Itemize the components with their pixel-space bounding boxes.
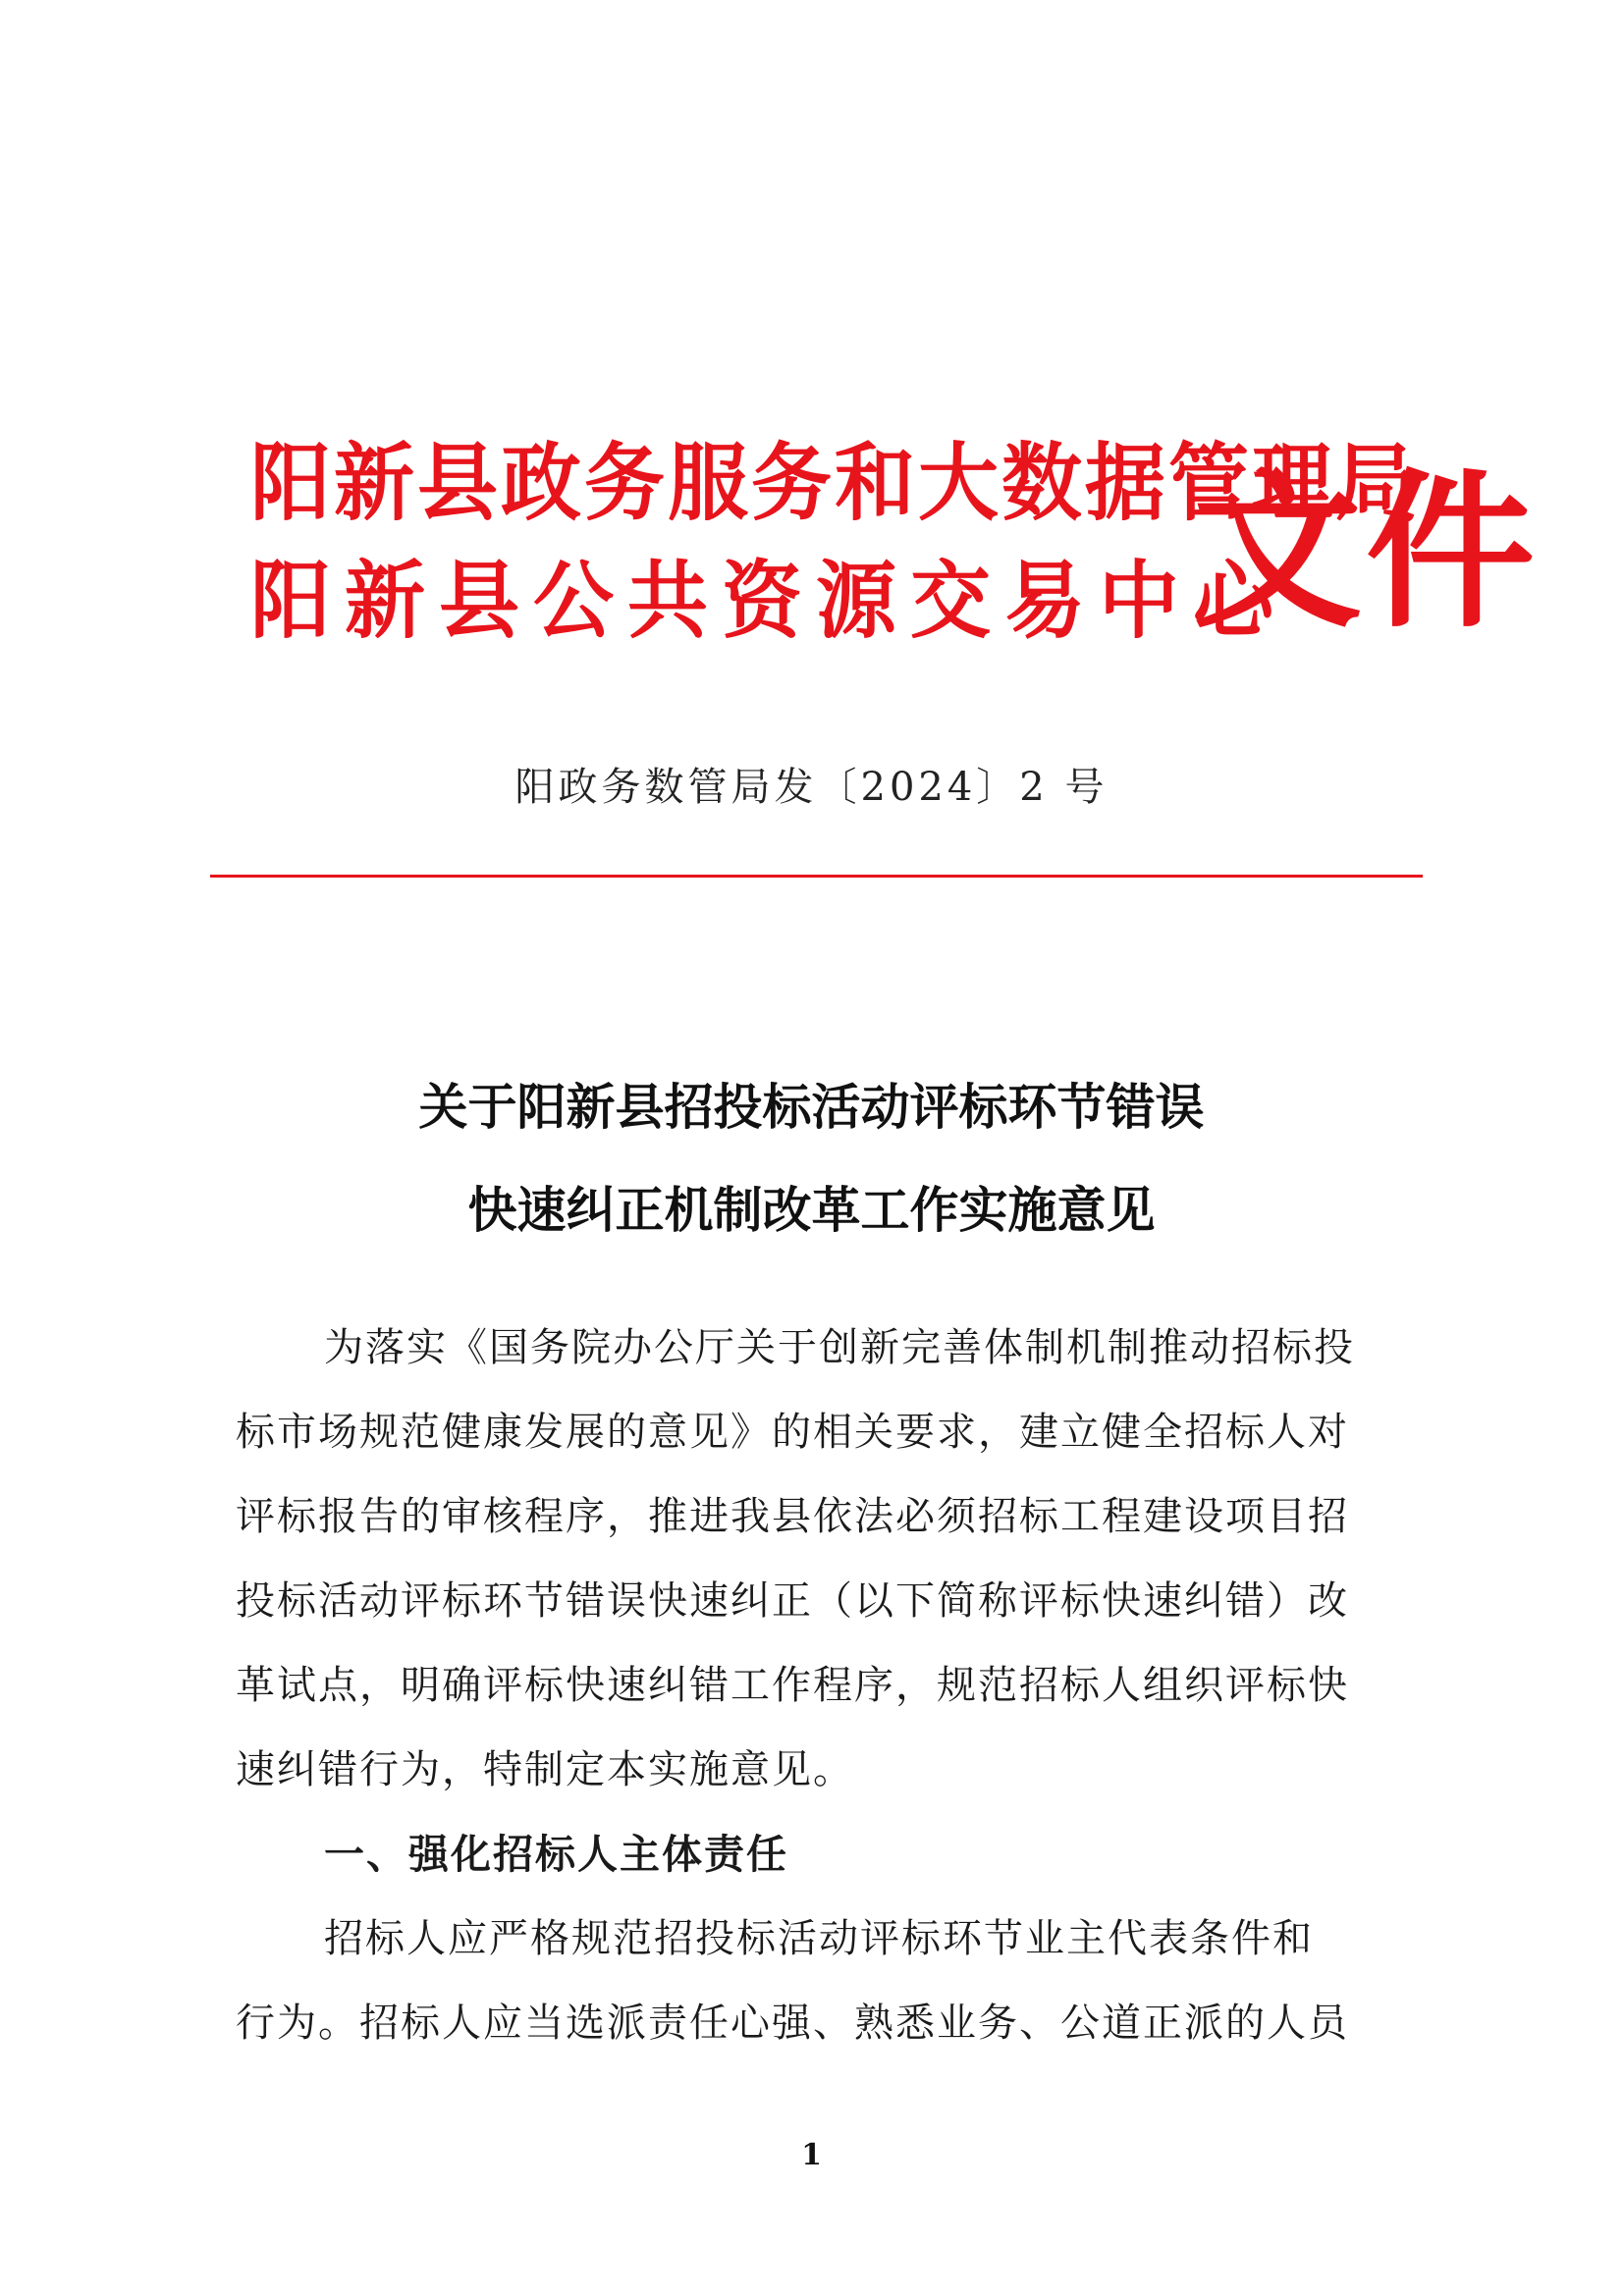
agency-name-1: 阳新县政务服务和大数据管理局 [250, 433, 1420, 533]
title-line-2: 快速纠正机制改革工作实施意见 [467, 1181, 1156, 1239]
title-line-1: 关于阳新县招投标活动评标环节错误 [418, 1078, 1205, 1136]
document-type-label: 文件 [1193, 452, 1539, 651]
body-line: 招标人应严格规范招投标活动评标环节业主代表条件和 [324, 1916, 1314, 1961]
body-line: 为落实《国务院办公厅关于创新完善体制机制推动招标投 [324, 1325, 1355, 1370]
body-line: 革试点，明确评标快速纠错工作程序，规范招标人组织评标快 [236, 1663, 1349, 1708]
body-line: 投标活动评标环节错误快速纠正（以下简称评标快速纠错）改 [236, 1578, 1349, 1624]
section-heading: 一、强化招标人主体责任 [324, 1831, 788, 1878]
body-line: 评标报告的审核程序，推进我县依法必须招标工程建设项目招 [236, 1494, 1349, 1539]
red-divider-line [210, 875, 1423, 878]
body-line: 行为。招标人应当选派责任心强、熟悉业务、公道正派的人员 [236, 2001, 1349, 2046]
document-number: 阳政务数管局发〔2024〕2 号 [514, 765, 1109, 810]
body-line: 标市场规范健康发展的意见》的相关要求，建立健全招标人对 [236, 1410, 1349, 1455]
page-number: 1 [801, 2138, 822, 2172]
document-body [236, 1306, 1404, 2065]
document-header [250, 424, 1539, 689]
document-title [0, 1055, 1623, 1261]
body-line: 速纠错行为，特制定本实施意见。 [236, 1747, 854, 1792]
agency-name-2: 阳新县公共资源交易中心 [250, 551, 1288, 651]
